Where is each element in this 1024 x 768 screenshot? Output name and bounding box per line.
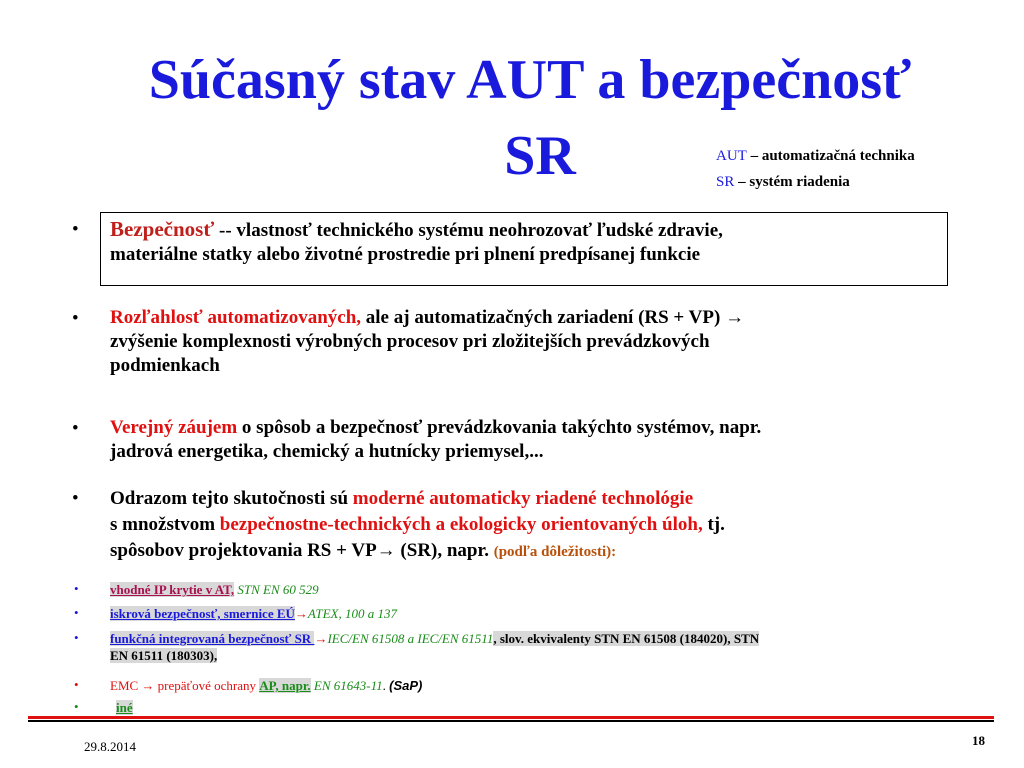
sub-item-equivalents: , slov. ekvivalenty STN EN 61508 (184020), STN (493, 631, 760, 646)
footer-divider-black (28, 720, 994, 722)
sub-item-ap: AP, napr. (259, 678, 311, 693)
bullet-text: Odrazom tejto skutočnosti sú (110, 488, 353, 509)
sub-item-term: vhodné IP krytie v AT, (110, 582, 235, 597)
bullet-dot: • (72, 418, 79, 439)
sub-item-ip (110, 581, 319, 598)
sub-item-text: . (382, 678, 390, 693)
bullet-text: tj. (702, 514, 725, 535)
highlight-text: (podľa dôležitosti): (493, 544, 617, 560)
page-number: 18 (972, 733, 985, 748)
sub-bullet-dot: • (74, 581, 79, 596)
bullet-term: Verejný záujem (110, 417, 238, 438)
legend-key: AUT (716, 148, 747, 164)
bullet-term: Bezpečnosť (110, 217, 215, 241)
legend-key: SR (716, 174, 735, 190)
sub-item-functional (110, 630, 990, 664)
bullet-text: spôsobov projektovania RS + VP→ (SR), napr. (110, 540, 494, 561)
sub-item-norm: STN EN 60 529 (234, 582, 319, 597)
highlight-text: bezpečnostne-technických a ekologicky orientovaných úloh, (219, 514, 703, 535)
sub-item-norm: ATEX, 100 a 137 (307, 606, 397, 621)
bullet-text: ale aj automatizačných zariadení (RS + VP) → (361, 307, 745, 328)
sub-item-norm: EN 61643-11 (310, 678, 383, 693)
sub-bullet-dot: • (74, 605, 79, 620)
bullet-reflection (110, 486, 725, 565)
bullet-line: materiálne statky alebo životné prostredie pri plnení predpísanej funkcie (110, 244, 701, 265)
bullet-line: jadrová energetika, chemický a hutnícky priemysel,... (110, 441, 544, 462)
bullet-line (110, 538, 725, 565)
abbreviation-legend (716, 143, 915, 195)
legend-item-sr (716, 169, 915, 195)
bullet-line: podmienkach (110, 355, 220, 376)
arrow: → (294, 606, 308, 621)
bullet-public-interest (110, 416, 761, 464)
bullet-line (110, 217, 723, 243)
bullet-safety (110, 217, 723, 267)
sub-item-norm: IEC/EN 61508 a IEC/EN 61511 (327, 631, 494, 646)
highlight-text: moderné automaticky riadené technológie (352, 488, 694, 509)
bullet-line (110, 306, 744, 330)
bullet-line (110, 416, 761, 440)
bullet-extent (110, 306, 744, 378)
sub-item-equivalents: EN 61511 (180303), (110, 648, 218, 663)
sub-item-sap: (SaP) (389, 678, 423, 693)
bullet-text: o spôsob a bezpečnosť prevádzkovania takýchto systémov, napr. (237, 417, 762, 438)
sub-item-term: iné (116, 700, 133, 715)
legend-text: – systém riadenia (734, 174, 850, 190)
sub-item-term: iskrová bezpečnosť, smernice EÚ (110, 606, 295, 621)
bullet-text: -- vlastnosť technického systému neohrozovať ľudské zdravie, (214, 220, 723, 241)
bullet-line (110, 512, 725, 538)
sub-bullet-dot: • (74, 630, 79, 645)
legend-text: – automatizačná technika (746, 148, 915, 164)
sub-item-other (116, 699, 133, 716)
footer-divider-red (28, 716, 994, 719)
bullet-text: s množstvom (110, 514, 220, 535)
sub-item-spark (110, 605, 397, 622)
slide-title-line2: SR (504, 125, 576, 187)
legend-item-aut (716, 143, 915, 169)
bullet-dot: • (72, 488, 79, 509)
bullet-dot: • (72, 308, 79, 329)
sub-bullet-dot: • (74, 677, 79, 692)
sub-item-term: EMC → prepäťové ochrany (110, 678, 260, 693)
bullet-term: Rozľahlosť automatizovaných, (110, 307, 362, 328)
sub-bullet-dot: • (74, 699, 79, 714)
slide-title: Súčasný stav AUT a bezpečnosť (148, 49, 912, 111)
footer-date: 29.8.2014 (84, 739, 136, 754)
sub-item-term: funkčná integrovaná bezpečnosť SR (110, 631, 315, 646)
bullet-dot: • (72, 219, 79, 240)
arrow: → (314, 631, 328, 646)
bullet-line: zvýšenie komplexnosti výrobných procesov pri zložitejších prevádzkových (110, 331, 710, 352)
bullet-line (110, 486, 725, 512)
sub-item-emc (110, 677, 422, 694)
